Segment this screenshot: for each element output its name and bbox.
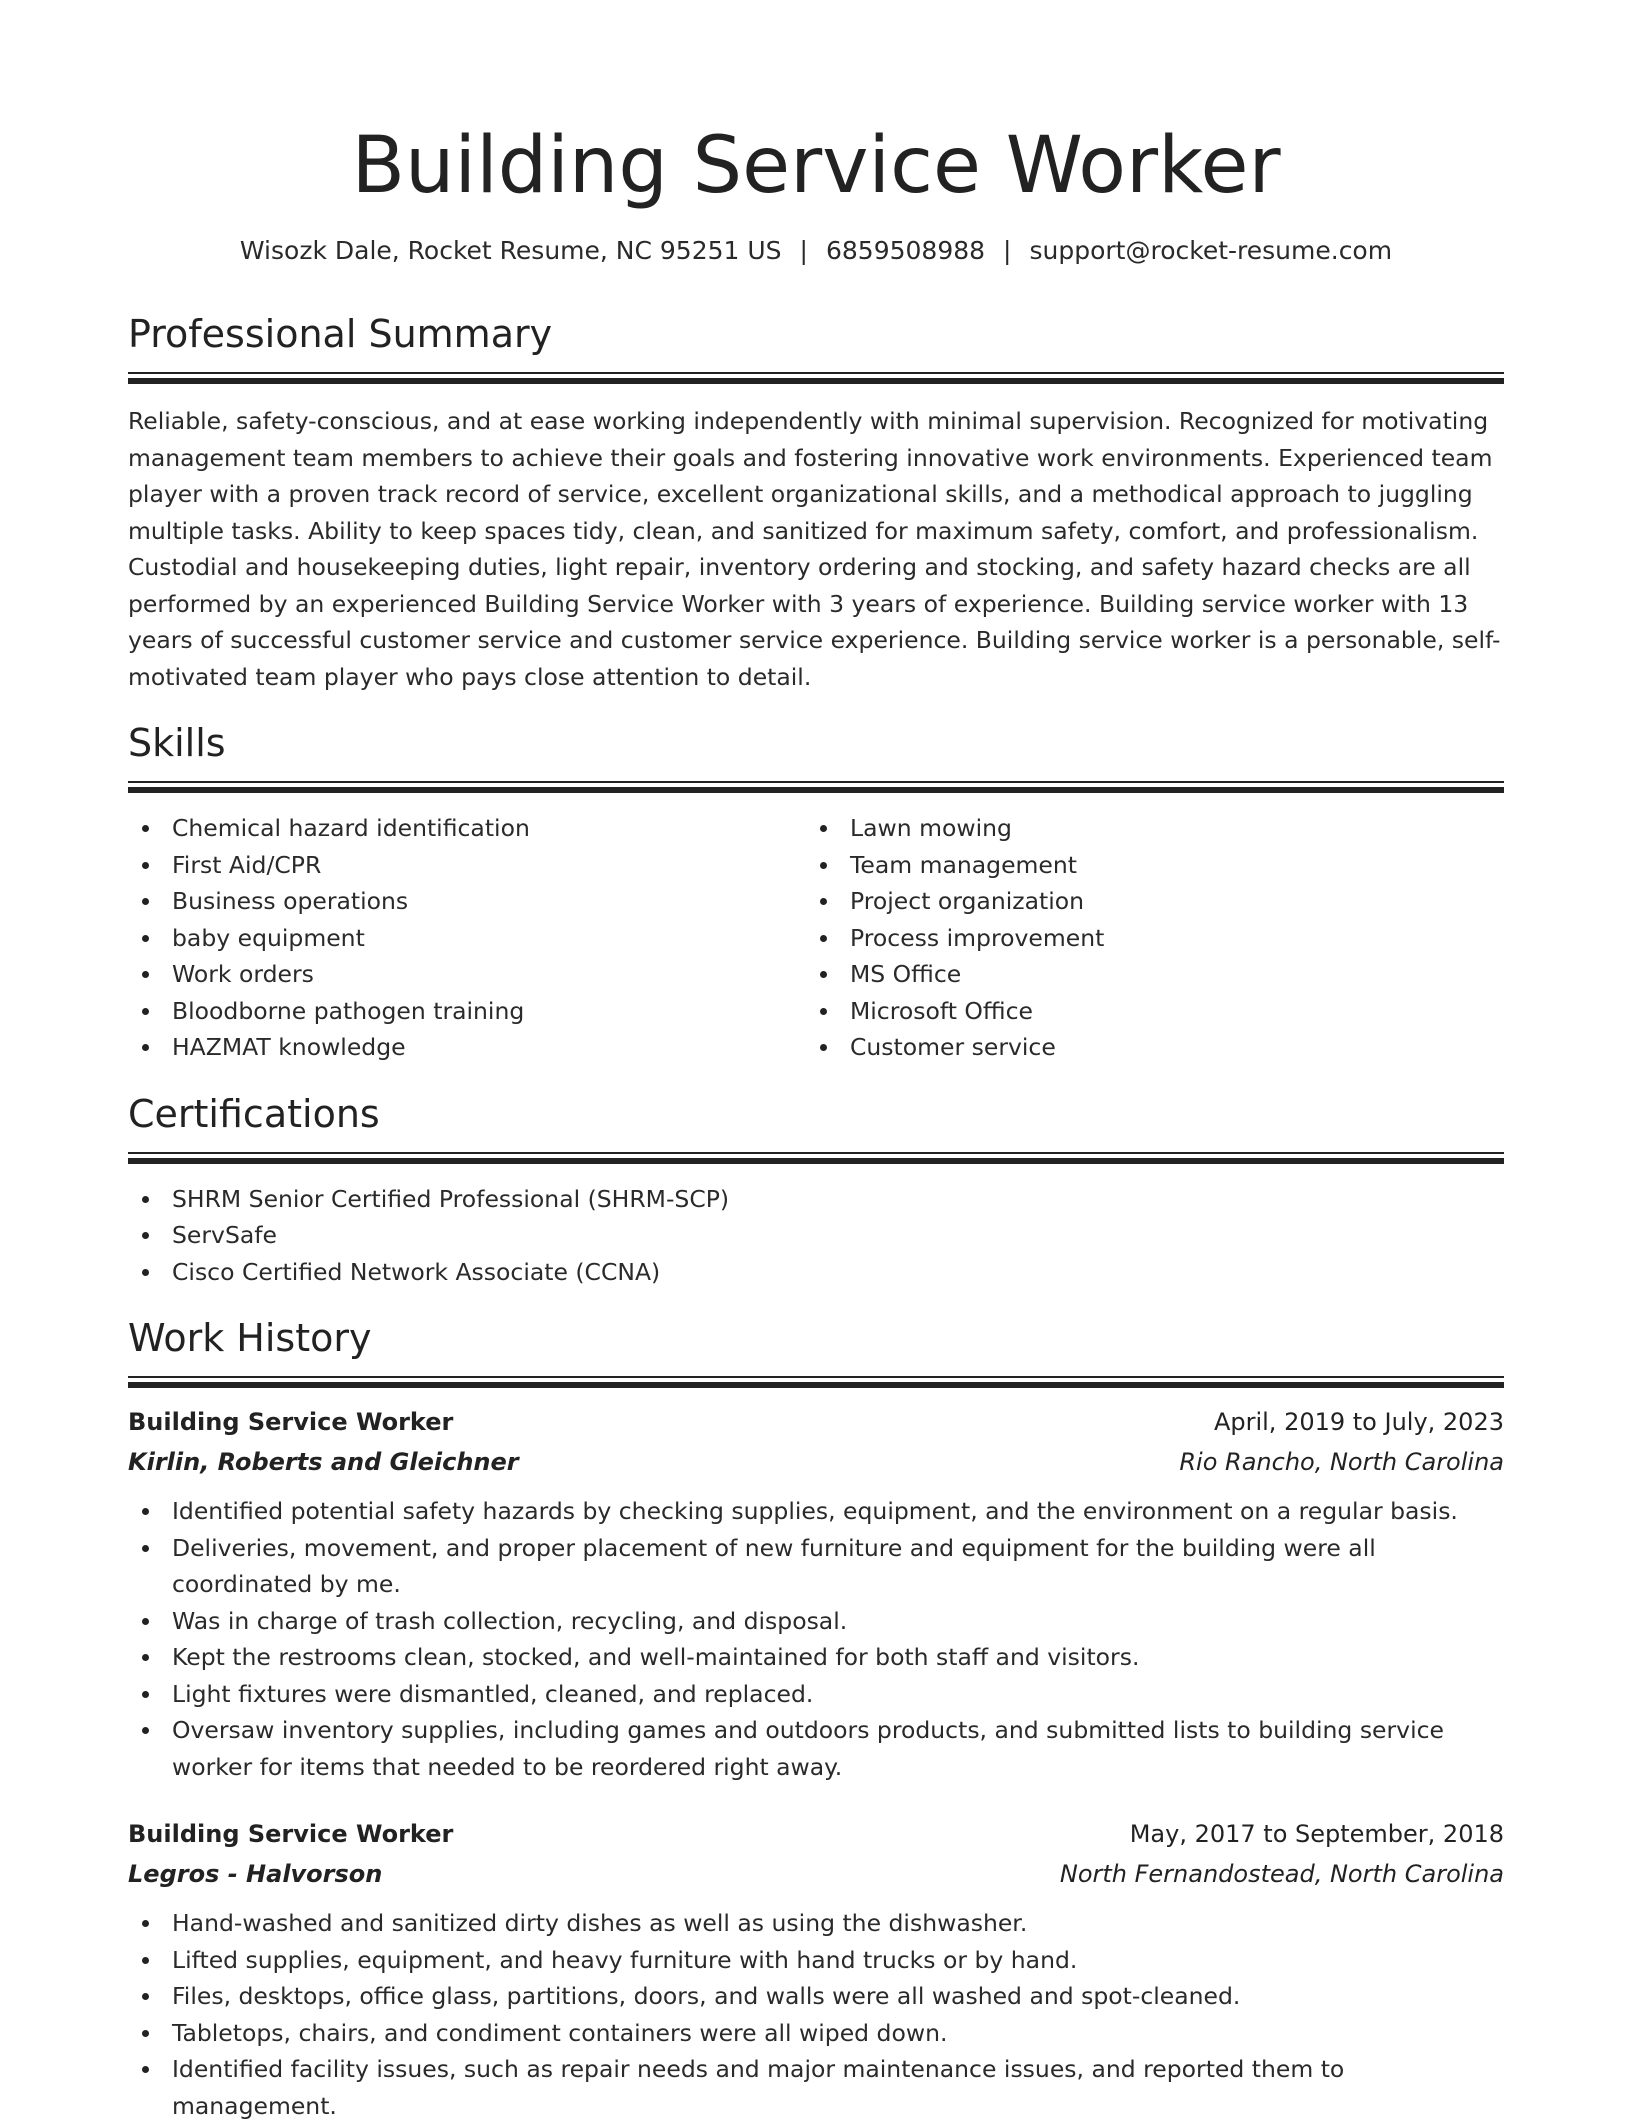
job-bullet: Hand-washed and sanitized dirty dishes as well as using the dishwasher. [128,1905,1504,1942]
job-dates: April, 2019 to July, 2023 [1213,1408,1504,1436]
resume-name: Building Service Worker [351,121,1281,211]
contact-separator: | [1003,236,1012,265]
section-divider [128,781,1504,792]
certification-item: SHRM Senior Certified Professional (SHRM-SCP) [128,1181,1504,1218]
skill-item: Business operations [128,883,806,920]
contact-email: support@rocket-resume.com [1029,236,1393,265]
job-bullet: Tabletops, chairs, and condiment containers were all wiped down. [128,2015,1504,2052]
summary-section [128,310,1504,695]
job-bullet: Files, desktops, office glass, partitions, doors, and walls were all washed and spot-cleaned. [128,1978,1504,2015]
section-title-skills: Skills [128,721,226,765]
skill-item: Lawn mowing [806,810,1484,847]
skill-item: Process improvement [806,920,1484,957]
skill-item: First Aid/CPR [128,847,806,884]
job-entry [128,1403,1504,1785]
skill-item: Chemical hazard identification [128,810,806,847]
section-divider [128,1152,1504,1163]
skills-grid [128,810,1504,1066]
section-divider [128,372,1504,383]
contact-separator: | [799,236,808,265]
contact-address: Wisozk Dale, Rocket Resume, NC 95251 US [239,236,782,265]
section-divider [128,1376,1504,1387]
skill-item: baby equipment [128,920,806,957]
skills-section [128,719,1504,1066]
skill-item: Work orders [128,956,806,993]
contact-phone: 6859508988 [825,236,986,265]
job-bullet: Light fixtures were dismantled, cleaned, and replaced. [128,1676,1504,1713]
certifications-section [128,1090,1504,1291]
section-title-certifications: Certifications [128,1091,380,1136]
job-bullet: Kept the restrooms clean, stocked, and well-maintained for both staff and visitors. [128,1639,1504,1676]
work-history-section [128,1314,1504,2124]
job-location: Rio Rancho, North Carolina [1179,1448,1504,1476]
job-subheader [128,1441,1504,1483]
job-header [128,1815,1504,1853]
job-bullet: Deliveries, movement, and proper placement of new furniture and equipment for the building were all coordinated by me. [128,1530,1504,1603]
skills-left-column [128,810,806,1066]
skill-item: HAZMAT knowledge [128,1029,806,1066]
resume-page [128,118,1504,2124]
job-dates: May, 2017 to September, 2018 [1129,1820,1504,1848]
skill-item: Bloodborne pathogen training [128,993,806,1030]
job-bullet: Oversaw inventory supplies, including games and outdoors products, and submitted lists to building service worker for items that needed to be reordered right away. [128,1712,1504,1785]
job-title: Building Service Worker [128,1408,454,1436]
certification-list [128,1181,1504,1291]
job-header [128,1403,1504,1441]
job-bullet-list [128,1905,1504,2124]
skill-item: Project organization [806,883,1484,920]
job-subheader [128,1853,1504,1895]
skill-item: Microsoft Office [806,993,1484,1030]
skill-item: MS Office [806,956,1484,993]
skill-item: Customer service [806,1029,1484,1066]
job-bullet: Identified potential safety hazards by checking supplies, equipment, and the environment on a regular basis. [128,1493,1504,1530]
job-title: Building Service Worker [128,1820,454,1848]
skills-right-column [806,810,1484,1066]
job-company: Kirlin, Roberts and Gleichner [128,1448,519,1476]
job-company: Legros - Halvorson [128,1860,383,1888]
job-entry [128,1815,1504,2124]
certification-item: Cisco Certified Network Associate (CCNA) [128,1254,1504,1291]
section-title-work-history: Work History [128,1316,372,1360]
certification-item: ServSafe [128,1217,1504,1254]
job-bullet: Identified facility issues, such as repair needs and major maintenance issues, and reported them to management. [128,2051,1504,2124]
job-bullet-list [128,1493,1504,1785]
job-bullet: Was in charge of trash collection, recycling, and disposal. [128,1603,1504,1640]
section-title-summary: Professional Summary [128,312,553,356]
contact-line [128,234,1504,268]
job-bullet: Lifted supplies, equipment, and heavy furniture with hand trucks or by hand. [128,1942,1504,1979]
skill-item: Team management [806,847,1484,884]
job-location: North Fernandostead, North Carolina [1059,1860,1504,1888]
summary-text: Reliable, safety-conscious, and at ease working independently with minimal supervision. Recognized for motivating management team members to achieve their goals and fostering innovative work environments. Experienced team player with a proven track record of service, excellent organizational skills, and a methodical approach to juggling multiple tasks. Ability to keep spaces tidy, clean, and sanitized for maximum safety, comfort, and professionalism. Custodial and housekeeping duties, light repair, inventory ordering and stocking, and safety hazard checks are all performed by an experienced Building Service Worker with 3 years of experience. Building service worker with 13 years of successful customer service and customer service experience. Building service worker is a personable, self-motivated team player who pays close attention to detail. [128,407,1501,691]
